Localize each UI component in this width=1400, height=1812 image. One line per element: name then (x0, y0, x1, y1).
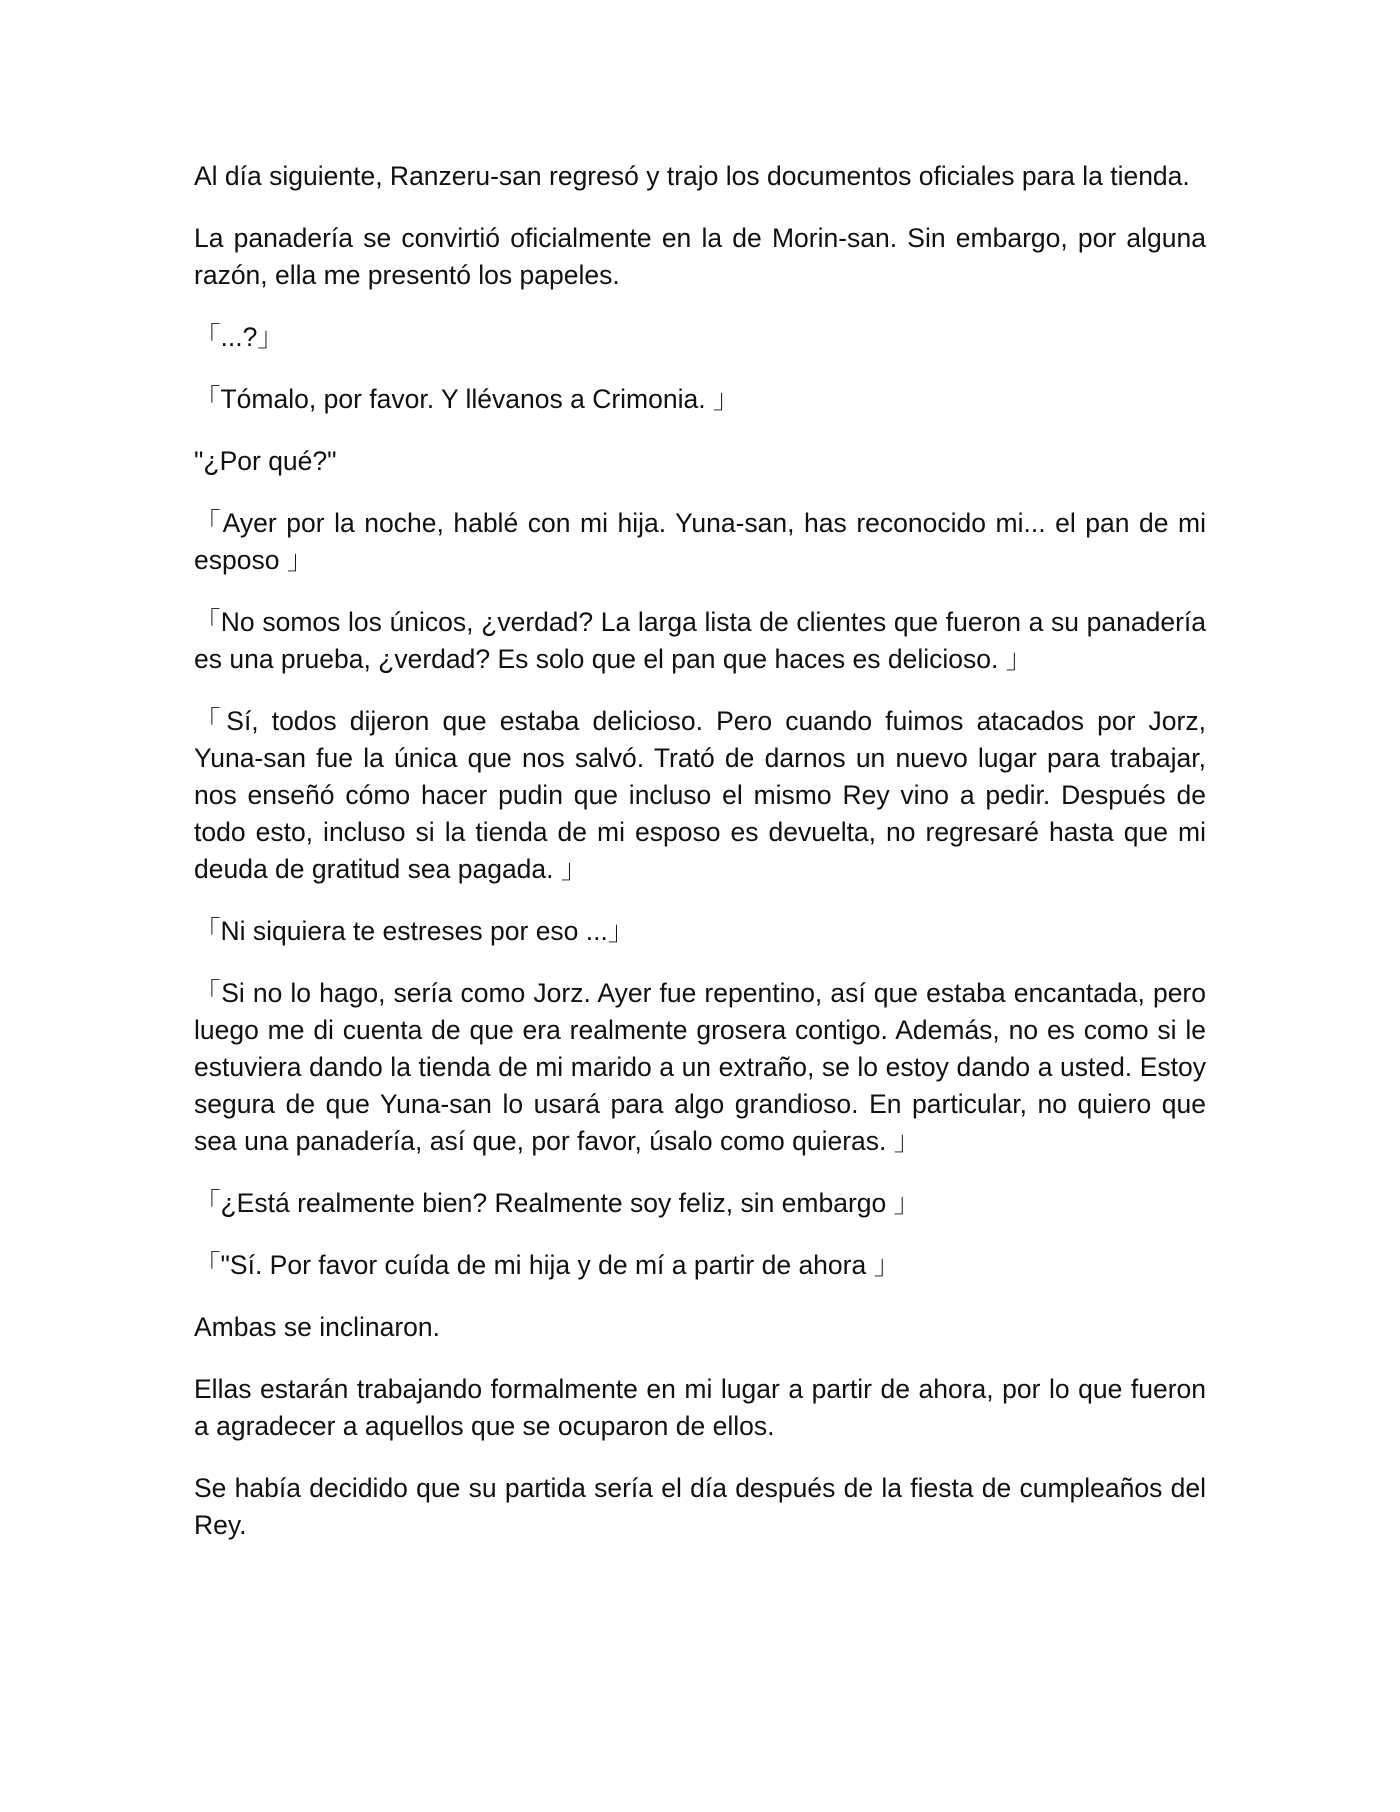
dialogue-line: 「Ni siquiera te estreses por eso ...」 (194, 916, 635, 946)
dialogue-line: 「¿Está realmente bien? Realmente soy feliz, sin embargo 」 (194, 1188, 921, 1218)
dialogue-line: 「Sí, todos dijeron que estaba delicioso. Pero cuando fuimos atacados por Jorz, Yuna-san fue la única que nos salvó. Trató de darnos un nuevo lugar para trabajar, nos enseñó cómo hacer pudin que incluso el mismo Rey vino a pedir. Después de todo esto, incluso si la tienda de mi esposo es devuelta, no regresaré hasta que mi deuda de gratitud sea pagada. 」 (194, 706, 1206, 884)
paragraph: Se había decidido que su partida sería el día después de la fiesta de cumpleaños del Rey. (194, 1473, 1206, 1540)
document-body (194, 158, 1206, 1569)
paragraph: Ambas se inclinaron. (194, 1312, 440, 1342)
dialogue-line: 「Ayer por la noche, hablé con mi hija. Yuna-san, has reconocido mi... el pan de mi esposo 」 (194, 508, 1206, 575)
paragraph: La panadería se convirtió oficialmente en la de Morin-san. Sin embargo, por alguna razón, ella me presentó los papeles. (194, 223, 1206, 290)
paragraph: Ellas estarán trabajando formalmente en mi lugar a partir de ahora, por lo que fueron a agradecer a aquellos que se ocuparon de ellos. (194, 1374, 1206, 1441)
dialogue-line: 「...?」 (194, 322, 284, 352)
dialogue-line: 「"Sí. Por favor cuída de mi hija y de mí a partir de ahora 」 (194, 1250, 901, 1280)
dialogue-line: 「Tómalo, por favor. Y llévanos a Crimonia. 」 (194, 384, 740, 414)
paragraph: Al día siguiente, Ranzeru-san regresó y trajo los documentos oficiales para la tienda. (194, 161, 1190, 191)
dialogue-line: 「No somos los únicos, ¿verdad? La larga lista de clientes que fueron a su panadería es una prueba, ¿verdad? Es solo que el pan que haces es delicioso. 」 (194, 607, 1206, 674)
dialogue-line: "¿Por qué?" (194, 446, 337, 476)
dialogue-line: 「Si no lo hago, sería como Jorz. Ayer fue repentino, así que estaba encantada, pero luego me di cuenta de que era realmente grosera contigo. Además, no es como si le estuviera dando la tienda de mi marido a un extraño, se lo estoy dando a usted. Estoy segura de que Yuna-san lo usará para algo grandioso. En particular, no quiero que sea una panadería, así que, por favor, úsalo como quieras. 」 (194, 978, 1206, 1156)
